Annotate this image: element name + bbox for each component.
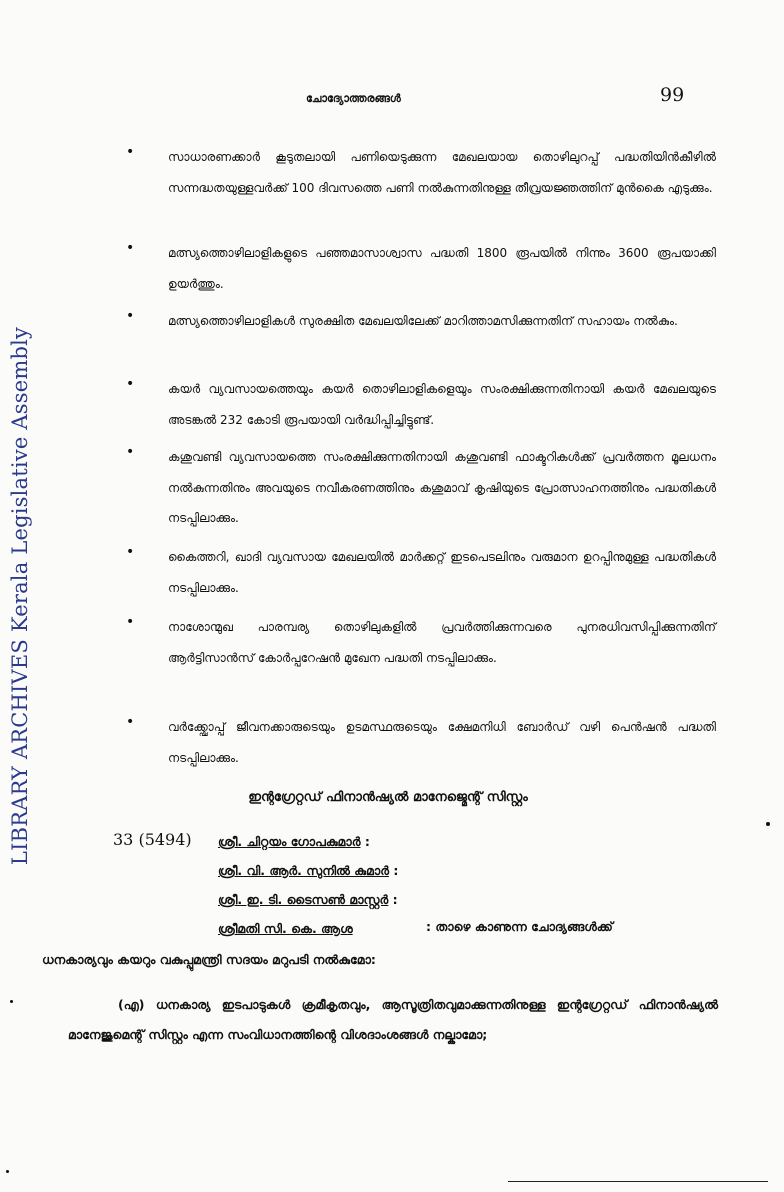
- member-name-row: [218, 863, 398, 879]
- bottom-rule: [508, 1181, 768, 1182]
- bullet-icon: •: [126, 614, 135, 630]
- scan-speck: [766, 822, 770, 826]
- archive-watermark: [0, 326, 40, 866]
- list-item-text: കയർ വ്യവസായത്തെയും കയർ തൊഴിലാളികളെയും സംരക്ഷിക്കുന്നതിനായി കയർ മേഖലയുടെ അടങ്കൽ 232 കോടി രൂപയായി വർദ്ധിപ്പിച്ചിട്ടുണ്ട്.: [168, 382, 716, 427]
- bullet-icon: •: [126, 240, 135, 256]
- list-item-text: സാധാരണക്കാർ കൂടുതലായി പണിയെടുക്കുന്ന മേഖലയായ തൊഴിലുറപ്പ് പദ്ധതിയിൻകീഴിൽ സന്നദ്ധതയുള്ളവർക്ക് 100 ദിവസത്തെ പണി നൽകുന്നതിനുള്ള തീവ്രയജ്ഞത്തിന് മുൻകൈ എടുക്കും.: [168, 150, 716, 195]
- running-head: ചോദ്യോത്തരങ്ങൾ: [306, 92, 401, 105]
- bullet-icon: •: [126, 308, 135, 324]
- list-item: [126, 712, 716, 773]
- list-item-text: മത്സ്യത്തൊഴിലാളികളുടെ പഞ്ഞമാസാശ്വാസ പദ്ധതി 1800 രൂപയിൽ നിന്നും 3600 രൂപയാക്കി ഉയർത്തും.: [168, 246, 716, 291]
- question-number: 33 (5494): [113, 830, 192, 849]
- list-item-text: മത്സ്യത്തൊഴിലാളികൾ സുരക്ഷിത മേഖലയിലേക്ക് മാറിത്താമസിക്കുന്നതിന് സഹായം നൽകും.: [168, 314, 678, 328]
- list-item: [126, 442, 716, 534]
- member-name: ശ്രീമതി സി. കെ. ആശ: [218, 921, 353, 936]
- scan-speck: [10, 1000, 13, 1003]
- question-intro-tail: : താഴെ കാണുന്ന ചോദ്യങ്ങൾക്ക്: [426, 919, 613, 934]
- member-separator: :: [392, 892, 398, 907]
- member-name-row: [218, 834, 370, 850]
- member-name: ശ്രീ. വി. ആർ. സുനിൽ കുമാർ: [218, 863, 389, 878]
- list-item: [126, 306, 716, 337]
- member-name-row: [218, 892, 398, 908]
- page-number: 99: [660, 84, 685, 106]
- member-separator: :: [393, 863, 399, 878]
- member-name: ശ്രീ. ഇ. ടി. ടൈസൺ മാസ്റ്റർ: [218, 892, 389, 907]
- question-part-a: (എ) ധനകാര്യ ഇടപാടുകൾ ക്രമീകൃതവും, ആസൂത്രിതവുമാക്കുന്നതിനുള്ള ഇന്റഗ്രേറ്റഡ് ഫിനാൻഷ്യൽ മാനേജുമെന്റ് സിസ്റ്റം എന്ന സംവിധാനത്തിന്റെ വിശദാംശങ്ങൾ നല്കാമോ;: [68, 997, 718, 1042]
- bullet-icon: •: [126, 544, 135, 560]
- bullet-icon: •: [126, 444, 135, 460]
- watermark-text: LIBRARY ARCHIVES Kerala Legislative Assembly: [8, 326, 33, 866]
- list-item: [126, 542, 716, 603]
- list-item: [126, 374, 716, 435]
- scan-speck: [6, 1170, 9, 1173]
- list-item-text: നാശോന്മുഖ പാരമ്പര്യ തൊഴിലുകളിൽ പ്രവർത്തിക്കുന്നവരെ പുനരധിവസിപ്പിക്കുന്നതിന് ആർട്ടിസാൻസ് കോർപ്പറേഷൻ മുഖേന പദ്ധതി നടപ്പിലാക്കും.: [168, 620, 716, 665]
- question-intro-continued: ധനകാര്യവും കയറും വകുപ്പുമന്ത്രി സദയം മറുപടി നൽകുമോ:: [42, 952, 376, 967]
- list-item-text: വർക്ക്ഷോപ്പ് ജീവനക്കാരുടെയും ഉടമസ്ഥരുടെയും ക്ഷേമനിധി ബോർഡ് വഴി പെൻഷൻ പദ്ധതി നടപ്പിലാക്കും.: [168, 720, 716, 765]
- list-item-text: കശുവണ്ടി വ്യവസായത്തെ സംരക്ഷിക്കുന്നതിനായി കശുവണ്ടി ഫാക്ടറികൾക്ക് പ്രവർത്തന മൂലധനം നൽകുന്നതിനും അവയുടെ നവീകരണത്തിനും കശുമാവ് കൃഷിയുടെ പ്രോത്സാഹനത്തിനും പദ്ധതികൾ നടപ്പിലാക്കും.: [168, 450, 716, 525]
- list-item: [126, 612, 716, 673]
- member-separator: :: [364, 834, 370, 849]
- list-item: [126, 238, 716, 299]
- list-item-text: കൈത്തറി, ഖാദി വ്യവസായ മേഖലയിൽ മാർക്കറ്റ് ഇടപെടലിനും വരുമാന ഉറപ്പിനുമുള്ള പദ്ധതികൾ നടപ്പിലാക്കും.: [168, 550, 716, 595]
- member-name-row: [218, 921, 353, 937]
- bullet-icon: •: [126, 714, 135, 730]
- section-heading: ഇന്റഗ്രേറ്റഡ് ഫിനാൻഷ്യൽ മാനേജ്മെന്റ് സിസ്റ്റം: [248, 790, 528, 805]
- bullet-icon: •: [126, 376, 135, 392]
- list-item: [126, 142, 716, 203]
- bullet-icon: •: [126, 144, 135, 160]
- member-name: ശ്രീ. ചിറ്റയം ഗോപകുമാർ: [218, 834, 361, 849]
